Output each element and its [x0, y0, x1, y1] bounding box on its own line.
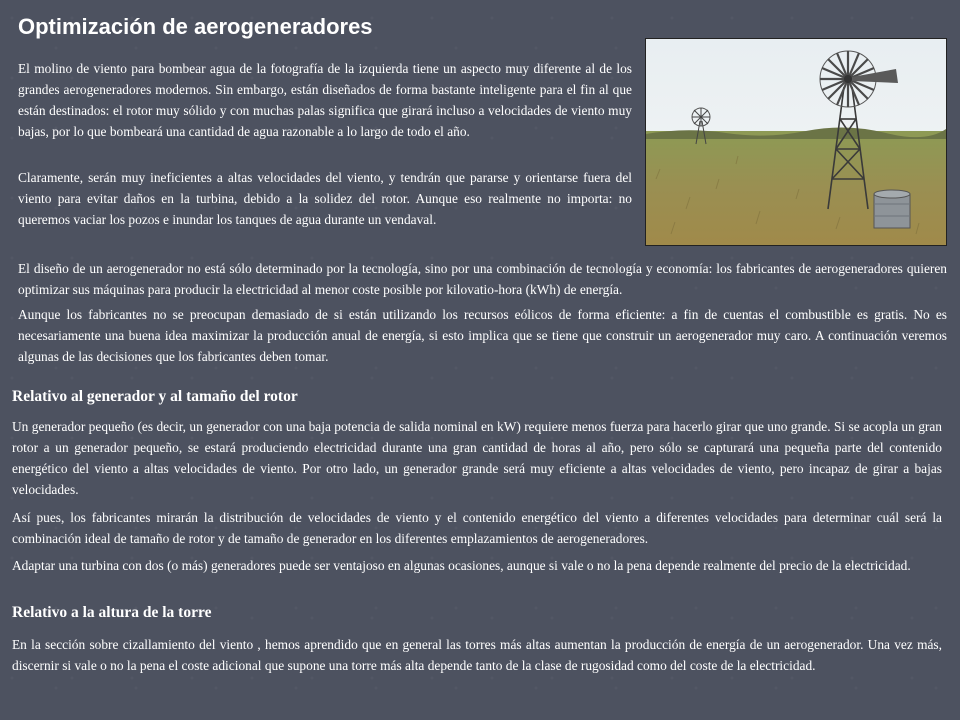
intro-text-2: Claramente, serán muy ineficientes a altas velocidades del viento, y tendrán que pararse y orientarse fuera del viento para evitar daños en la turbina, debido a la solidez del rotor. Aunque eso realmente no importa: no queremos vaciar los pozos e inundar los tanques de agua durante un vendaval. — [18, 170, 632, 227]
intro-paragraph-1 — [18, 58, 632, 142]
page-title: Optimización de aerogeneradores — [18, 14, 373, 39]
generator-text-3: Adaptar una turbina con dos (o más) generadores puede ser ventajoso en algunas ocasiones, aunque si vale o no la pena depende realmente del precio de la electricidad. — [12, 558, 911, 573]
generator-paragraph-3 — [12, 555, 942, 576]
generator-text-1: Un generador pequeño (es decir, un generador con una baja potencia de salida nominal en kW) requiere menos fuerza para hacerlo girar que uno grande. Si se acopla un gran rotor a un generador pequeño, se estará produciendo electricidad durante una gran cantidad de horas al año, pero sólo se capturará una pequeña parte del contenido energético del viento a altas velocidades de viento. Por otro lado, un generador grande será muy eficiente a altas velocidades de viento, pero incapaz de girar a bajas velocidades. — [12, 419, 942, 497]
windmill-photo — [645, 38, 947, 246]
intro-paragraph-2 — [18, 167, 632, 230]
generator-paragraph-2 — [12, 507, 942, 549]
intro-text-3: El diseño de un aerogenerador no está sólo determinado por la tecnología, sino por una combinación de tecnología y economía: los fabricantes de aerogeneradores quieren optimizar sus máquinas para producir la electricidad al menor coste posible por kilovatio-hora (kWh) de energía. — [18, 261, 947, 297]
section-heading-generator: Relativo al generador y al tamaño del rotor — [12, 388, 298, 405]
intro-text-4: Aunque los fabricantes no se preocupan demasiado de si están utilizando los recursos eólicos de forma eficiente: a fin de cuentas el combustible es gratis. No es necesariamente una buena idea maximizar la producción anual de energía, si esto implica que se tiene que construir un aerogenerador muy caro. A continuación veremos algunas de las decisiones que los fabricantes deben tomar. — [18, 307, 947, 364]
intro-text-1: El molino de viento para bombear agua de la fotografía de la izquierda tiene un aspecto muy diferente al de los grandes aerogeneradores modernos. Sin embargo, están diseñados de forma bastante inteligente para el fin al que están destinados: el rotor muy sólido y con muchas palas significa que girará incluso a velocidades de viento muy bajas, por lo que bombeará una cantidad de agua razonable a lo largo de todo el año. — [18, 61, 632, 139]
section-heading-tower: Relativo a la altura de la torre — [12, 604, 212, 621]
intro-paragraph-3 — [18, 258, 947, 300]
generator-text-2: Así pues, los fabricantes mirarán la distribución de velocidades de viento y el contenido energético del viento a diferentes velocidades para determinar cuál será la combinación ideal de tamaño de rotor y de tamaño de generador en los diferentes emplazamientos de aerogeneradores. — [12, 510, 942, 546]
tower-text-1: En la sección sobre cizallamiento del viento , hemos aprendido que en general las torres más altas aumentan la producción de energía de un aerogenerador. Una vez más, discernir si vale o no la pena el coste adicional que supone una torre más alta depende tanto de la clase de rugosidad como del coste de la electricidad. — [12, 637, 942, 673]
tower-paragraph-1 — [12, 634, 942, 676]
generator-paragraph-1 — [12, 416, 942, 500]
intro-paragraph-4 — [18, 304, 947, 367]
